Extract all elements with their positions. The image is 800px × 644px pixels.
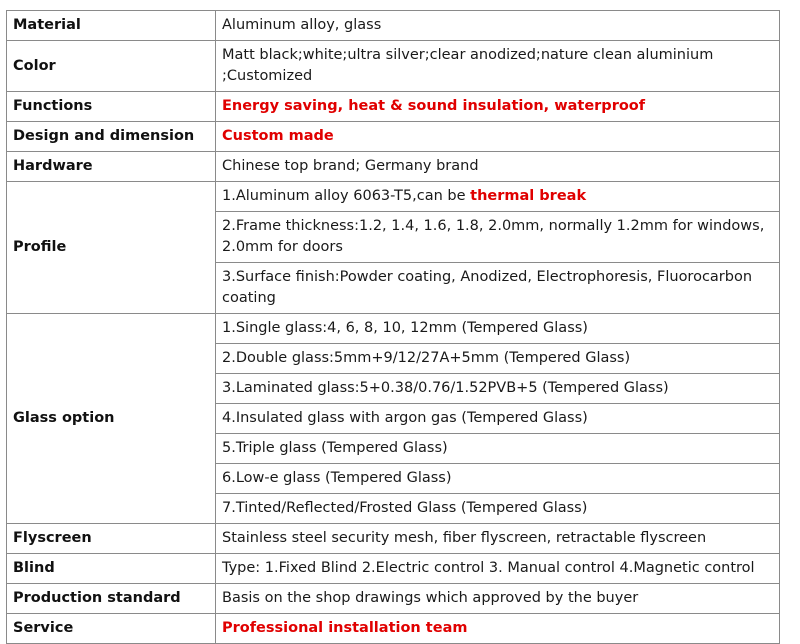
label-production: Production standard (7, 584, 216, 614)
value-material: Aluminum alloy, glass (216, 11, 780, 41)
label-hardware: Hardware (7, 152, 216, 182)
row-service (7, 614, 780, 644)
value-hardware: Chinese top brand; Germany brand (216, 152, 780, 182)
label-color: Color (7, 41, 216, 92)
row-material (7, 11, 780, 41)
value-flyscreen: Stainless steel security mesh, fiber flyscreen, retractable flyscreen (216, 524, 780, 554)
label-material: Material (7, 11, 216, 41)
label-service: Service (7, 614, 216, 644)
value-glass-7: 7.Tinted/Reflected/Frosted Glass (Tempered Glass) (216, 494, 780, 524)
row-blind (7, 554, 780, 584)
row-hardware (7, 152, 780, 182)
value-profile-1 (216, 182, 780, 212)
label-blind: Blind (7, 554, 216, 584)
value-design: Custom made (216, 122, 780, 152)
value-service: Professional installation team (216, 614, 780, 644)
profile-item1-highlight: thermal break (470, 188, 587, 204)
value-color: Matt black;white;ultra silver;clear anodized;nature clean aluminium ;Customized (216, 41, 780, 92)
label-functions: Functions (7, 92, 216, 122)
row-glass-1 (7, 314, 780, 344)
profile-item1-text: 1.Aluminum alloy 6063-T5,can be (222, 188, 471, 204)
value-functions: Energy saving, heat & sound insulation, waterproof (216, 92, 780, 122)
label-flyscreen: Flyscreen (7, 524, 216, 554)
value-glass-1: 1.Single glass:4, 6, 8, 10, 12mm (Tempered Glass) (216, 314, 780, 344)
value-glass-4: 4.Insulated glass with argon gas (Tempered Glass) (216, 404, 780, 434)
row-design (7, 122, 780, 152)
row-profile-1 (7, 182, 780, 212)
value-blind: Type: 1.Fixed Blind 2.Electric control 3. Manual control 4.Magnetic control (216, 554, 780, 584)
value-glass-3: 3.Laminated glass:5+0.38/0.76/1.52PVB+5 (Tempered Glass) (216, 374, 780, 404)
value-glass-2: 2.Double glass:5mm+9/12/27A+5mm (Tempered Glass) (216, 344, 780, 374)
row-production (7, 584, 780, 614)
row-color (7, 41, 780, 92)
label-design: Design and dimension (7, 122, 216, 152)
label-profile: Profile (7, 182, 216, 314)
value-profile-2: 2.Frame thickness:1.2, 1.4, 1.6, 1.8, 2.0mm, normally 1.2mm for windows, 2.0mm for doors (216, 212, 780, 263)
value-production: Basis on the shop drawings which approved by the buyer (216, 584, 780, 614)
row-functions (7, 92, 780, 122)
value-glass-6: 6.Low-e glass (Tempered Glass) (216, 464, 780, 494)
row-flyscreen (7, 524, 780, 554)
value-profile-3: 3.Surface finish:Powder coating, Anodized, Electrophoresis, Fluorocarbon coating (216, 263, 780, 314)
value-glass-5: 5.Triple glass (Tempered Glass) (216, 434, 780, 464)
spec-table (6, 10, 780, 644)
label-glass: Glass option (7, 314, 216, 524)
